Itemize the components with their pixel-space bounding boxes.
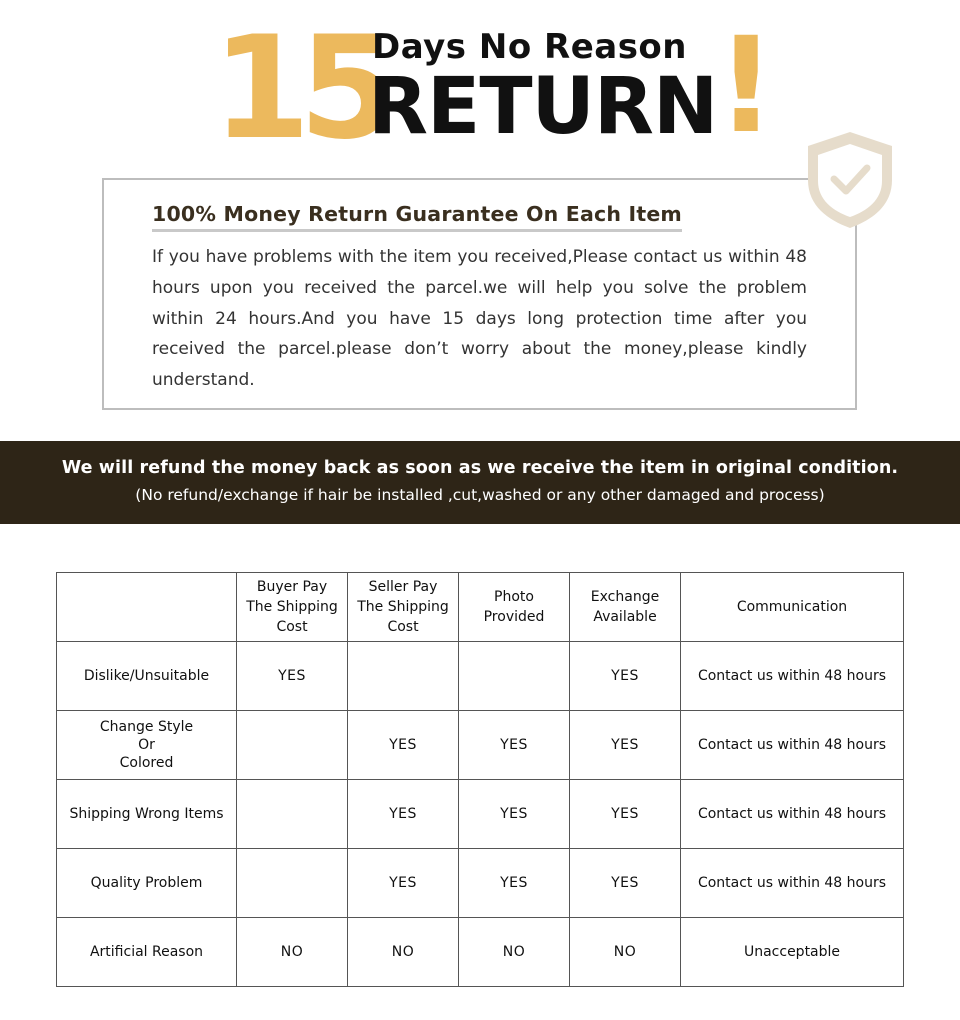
cell-seller-pay: YES: [348, 849, 459, 918]
header-photo-provided: Photo Provided: [459, 573, 570, 642]
cell-buyer-pay: NO: [237, 918, 348, 987]
banner-main-text: We will refund the money back as soon as we receive the item in original condition.: [61, 458, 899, 478]
table-row: [57, 918, 904, 987]
table-row: [57, 849, 904, 918]
cell-exchange-available: YES: [570, 780, 681, 849]
table-header-row: [57, 573, 904, 642]
header-subtitle: Days No Reason: [372, 27, 687, 67]
header-communication: Communication: [681, 573, 904, 642]
cell-seller-pay: YES: [348, 711, 459, 780]
row-label: Change Style Or Colored: [57, 711, 237, 780]
row-label: Shipping Wrong Items: [57, 780, 237, 849]
header-exclamation: !: [716, 9, 777, 163]
table-row: [57, 780, 904, 849]
cell-exchange-available: YES: [570, 711, 681, 780]
cell-photo-provided: YES: [459, 849, 570, 918]
cell-seller-pay: [348, 642, 459, 711]
big-number-15: 15: [212, 6, 386, 171]
header-exchange-available: Exchange Available: [570, 573, 681, 642]
cell-exchange-available: NO: [570, 918, 681, 987]
cell-communication: Contact us within 48 hours: [681, 711, 904, 780]
header-buyer-pay: Buyer Pay The Shipping Cost: [237, 573, 348, 642]
row-label: Dislike/Unsuitable: [57, 642, 237, 711]
guarantee-body: If you have problems with the item you received,Please contact us within 48 hours upon you received the parcel.we will help you solve the problem within 24 hours.And you have 15 days long protection time after you received the parcel.please don’t worry about the money,please kindly understand.: [152, 247, 807, 391]
cell-seller-pay: YES: [348, 780, 459, 849]
cell-communication: Unacceptable: [681, 918, 904, 987]
shield-check-icon: [802, 128, 898, 232]
table-row: [57, 711, 904, 780]
cell-exchange-available: YES: [570, 849, 681, 918]
cell-buyer-pay: YES: [237, 642, 348, 711]
header-seller-pay: Seller Pay The Shipping Cost: [348, 573, 459, 642]
cell-buyer-pay: [237, 849, 348, 918]
guarantee-title: 100% Money Return Guarantee On Each Item: [152, 202, 682, 232]
cell-communication: Contact us within 48 hours: [681, 780, 904, 849]
cell-buyer-pay: [237, 711, 348, 780]
row-label: Quality Problem: [57, 849, 237, 918]
cell-communication: Contact us within 48 hours: [681, 642, 904, 711]
cell-exchange-available: YES: [570, 642, 681, 711]
table-row: [57, 642, 904, 711]
banner-sub-text: (No refund/exchange if hair be installed ,cut,washed or any other damaged and process): [135, 486, 825, 504]
cell-photo-provided: YES: [459, 780, 570, 849]
cell-communication: Contact us within 48 hours: [681, 849, 904, 918]
return-policy-table: [56, 572, 904, 987]
header-cell-empty: [57, 573, 237, 642]
cell-buyer-pay: [237, 780, 348, 849]
guarantee-box: [102, 178, 857, 410]
header-title: RETURN: [368, 62, 718, 152]
row-label: Artificial Reason: [57, 918, 237, 987]
cell-photo-provided: YES: [459, 711, 570, 780]
cell-seller-pay: NO: [348, 918, 459, 987]
cell-photo-provided: NO: [459, 918, 570, 987]
cell-photo-provided: [459, 642, 570, 711]
refund-banner: [0, 441, 960, 524]
